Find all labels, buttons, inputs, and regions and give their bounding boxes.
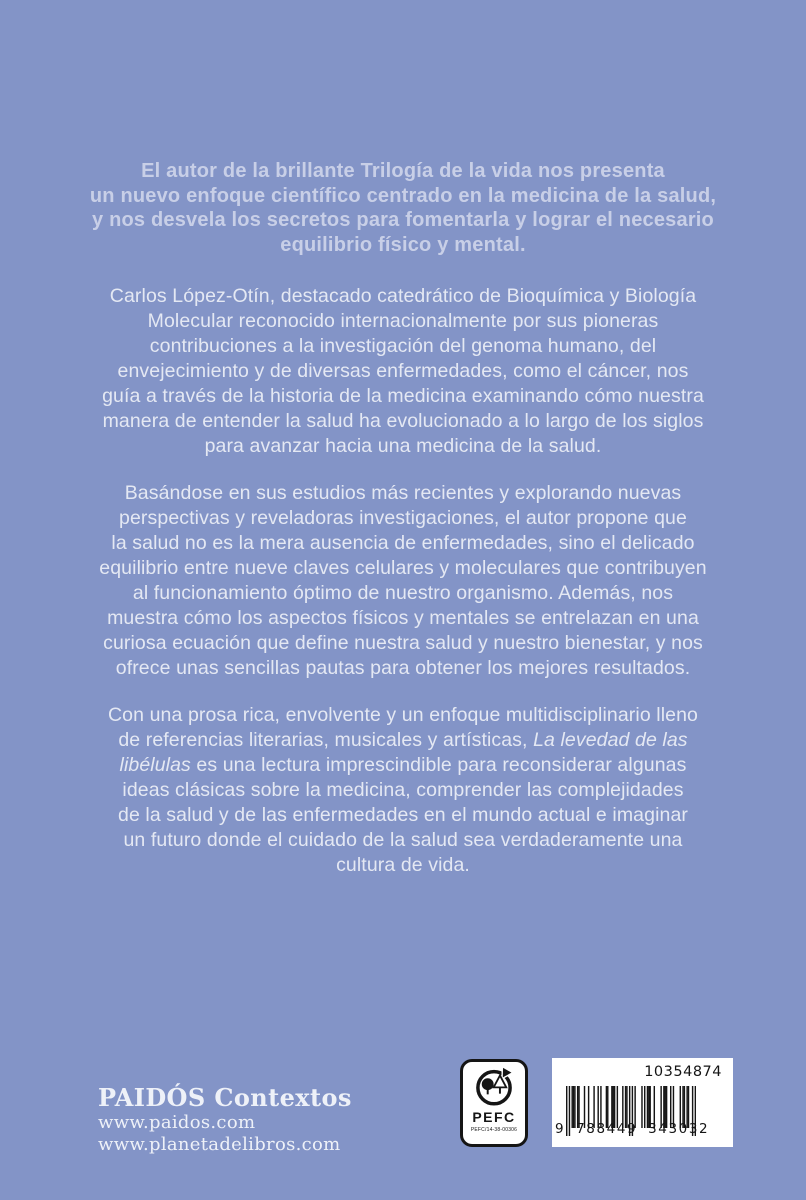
isbn-digits: 9 788449 343032 [555,1121,710,1137]
pefc-badge [460,1059,528,1147]
product-code: 10354874 [644,1064,722,1080]
pefc-cert-number: PEFC/14-38-00306 [470,1126,518,1133]
synopsis [0,284,806,900]
synopsis-paragraph-3: Con una prosa rica, envolvente y un enfoque multidisciplinario lleno de referencias literarias, musicales y artísticas, La levedad de las libélulas es una lectura imprescindible para reconsiderar algunas ideas clásicas sobre la medicina, comprender las complejidades de la salud y de las enfermedades en el mundo actual e imaginar un futuro donde el cuidado de la salud sea verdaderamente una cultura de vida. [108,704,698,876]
publisher-url: www.paidos.com [98,1112,256,1133]
synopsis-paragraph-2: Basándose en sus estudios más recientes y explorando nuevas perspectivas y reveladoras investigaciones, el autor propone que la salud no es la mera ausencia de enfermedades, sino el delicado equilibrio entre nueve claves celulares y moleculares que contribuyen al funcionamiento óptimo de nuestro organismo. Además, nos muestra cómo los aspectos físicos y mentales se entrelazan en una curiosa ecuación que define nuestra salud y nuestro bienestar, y nos ofrece unas sencillas pautas para obtener los mejores resultados. [99,482,707,679]
imprint-name: PAIDÓS Contextos [98,1083,352,1112]
pefc-label: PEFC [472,1109,516,1125]
pefc-trees-icon [473,1066,515,1108]
planetadelibros-url: www.planetadelibros.com [98,1133,341,1155]
publisher-imprint [98,1084,352,1155]
lede-text: El autor de la brillante Trilogía de la vida nos presenta un nuevo enfoque científico centrado en la medicina de la salud, y nos desvela los secretos para fomentarla y lograr el necesario equilibrio físico y mental. [89,160,717,256]
synopsis-paragraph-1: Carlos López-Otín, destacado catedrático de Bioquímica y Biología Molecular reconocido internacionalmente por sus pioneras contribuciones a la investigación del genoma humano, del envejecimiento y de diversas enfermedades, como el cáncer, nos guía a través de la historia de la medicina examinando cómo nuestra manera de entender la salud ha evolucionado a lo largo de los siglos para avanzar hacia una medicina de la salud. [102,285,704,457]
barcode-panel [552,1058,733,1147]
